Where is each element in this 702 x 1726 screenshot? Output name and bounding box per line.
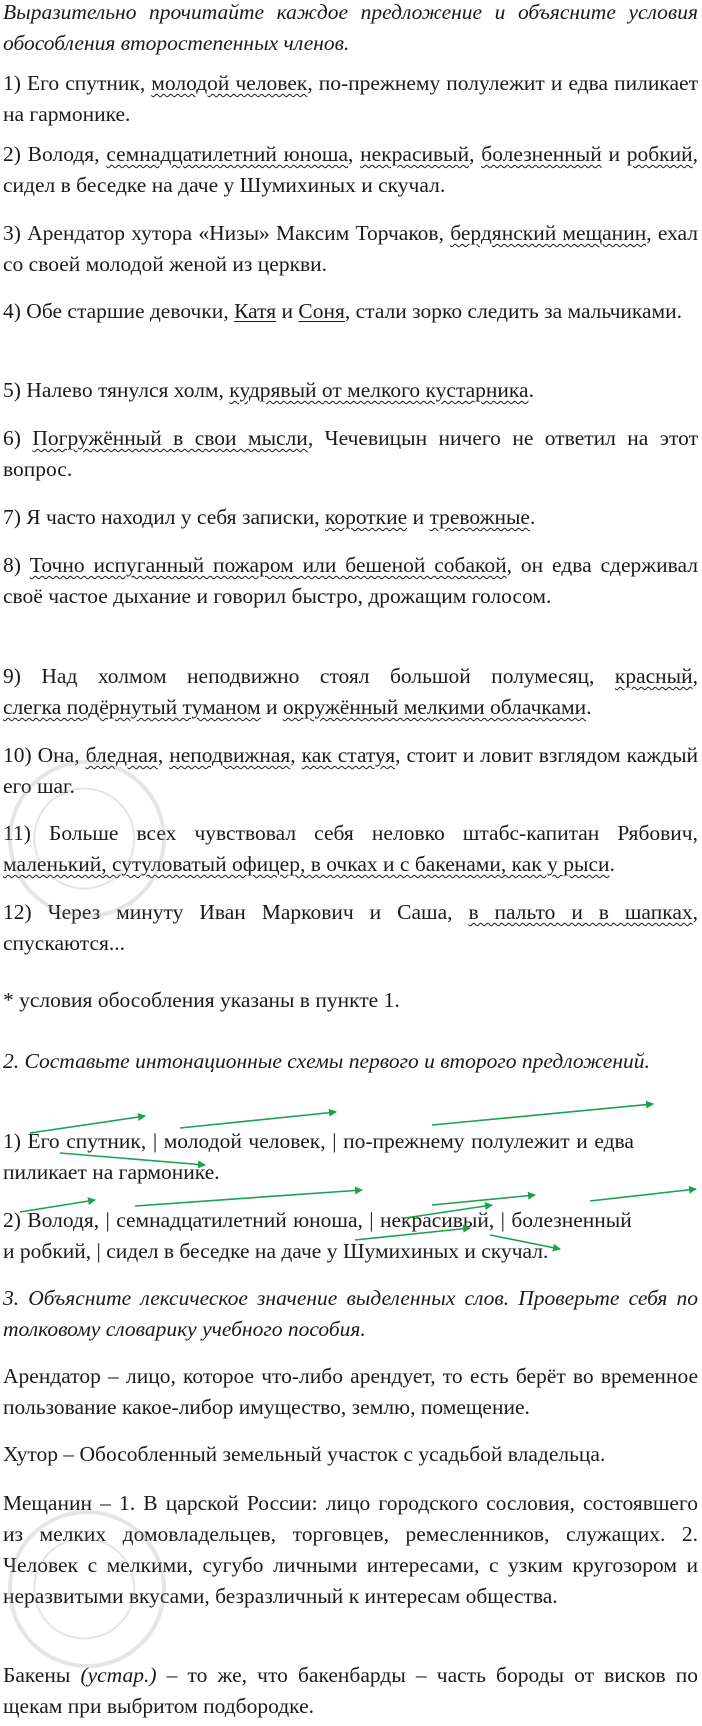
intonation-arrow [432,1195,535,1205]
intonation-1-line-2: пиликает на гармонике. [3,1160,220,1184]
sentence-6: 6) Погружённый в свои мысли, Чечевицын ничего не ответил на этот вопрос. [3,426,698,481]
sentence-1: 1) Его спутник, молодой человек, по-прежнему полулежит и едва пиликает на гармонике. [3,71,698,126]
definition-meshchanin: Мещанин – 1. В царской России: лицо городского сословия, состоявшего из мелких домовладельцев, торговцев, ремесленников, служащих. 2. Человек с мелкими, сугубо личными интересами, с узким кругозором и неразвитыми вкусами, безразличный к интересам общества. [3,1491,698,1608]
sentence-3: 3) Арендатор хутора «Низы» Максим Торчаков, бердянский мещанин, ехал со своей молодой женой из церкви. [3,221,698,276]
task1-heading: Выразительно прочитайте каждое предложение и объясните условия обособления второстепенных членов. [3,0,698,55]
intonation-1-line-1: 1) Его спутник, | молодой человек, | по-прежнему полулежит и едва [3,1129,634,1153]
intonation-arrow [135,1190,362,1206]
sentence-11: 11) Больше всех чувствовал себя неловко штабс-капитан Рябович, маленький, сутуловатый офицер, в очках и с бакенами, как у рыси. [3,821,698,876]
definition-arendator: Арендатор – лицо, которое что-либо арендует, то есть берёт во временное пользование какое-либор имущество, землю, помещение. [3,1364,698,1419]
sentence-10: 10) Она, бледная, неподвижная, как статуя, стоит и ловит взглядом каждый его шаг. [3,743,699,798]
sentence-7: 7) Я часто находил у себя записки, короткие и тревожные. [3,505,536,529]
task3-heading: 3. Объясните лексическое значение выделенных слов. Проверьте себя по толковому словарику учебного пособия. [3,1286,698,1341]
task2-heading: 2. Составьте интонационные схемы первого и второго предложений. [3,1049,650,1073]
intonation-2-line-1: 2) Володя, | семнадцатилетний юноша, | некрасивый, | болезненный [3,1208,632,1232]
sentence-5: 5) Налево тянулся холм, кудрявый от мелкого кустарника. [3,378,534,402]
sentence-12: 12) Через минуту Иван Маркович и Саша, в пальто и в шапках, спускаются... [3,900,698,955]
sentence-8: 8) Точно испуганный пожаром или бешеной собакой, он едва сдерживал своё частое дыхание и говорил быстро, дрожащим голосом. [3,553,698,608]
definition-bakeny: Бакены (устар.) – то же, что бакенбарды – часть бороды от висков по щекам при выбритом подбородке. [3,1663,698,1718]
intonation-2-line-2: и робкий, | сидел в беседке на даче у Шумихиных и скучал. [3,1239,549,1263]
sentence-9: 9) Над холмом неподвижно стоял большой полумесяц, красный, слегка подёрнутый туманом и окружённый мелкими облачками. [3,664,698,719]
definition-khutor: Хутор – Обособленный земельный участок с усадьбой владельца. [3,1442,606,1466]
sentence-4: 4) Обе старшие девочки, Катя и Соня, стали зорко следить за мальчиками. [3,299,683,323]
intonation-arrow [590,1189,696,1201]
sentence-2: 2) Володя, семнадцатилетний юноша, некрасивый, болезненный и робкий, сидел в беседке на даче у Шумихиных и скучал. [3,142,699,197]
footnote: * условия обособления указаны в пункте 1. [3,988,400,1012]
intonation-arrow [432,1104,653,1125]
